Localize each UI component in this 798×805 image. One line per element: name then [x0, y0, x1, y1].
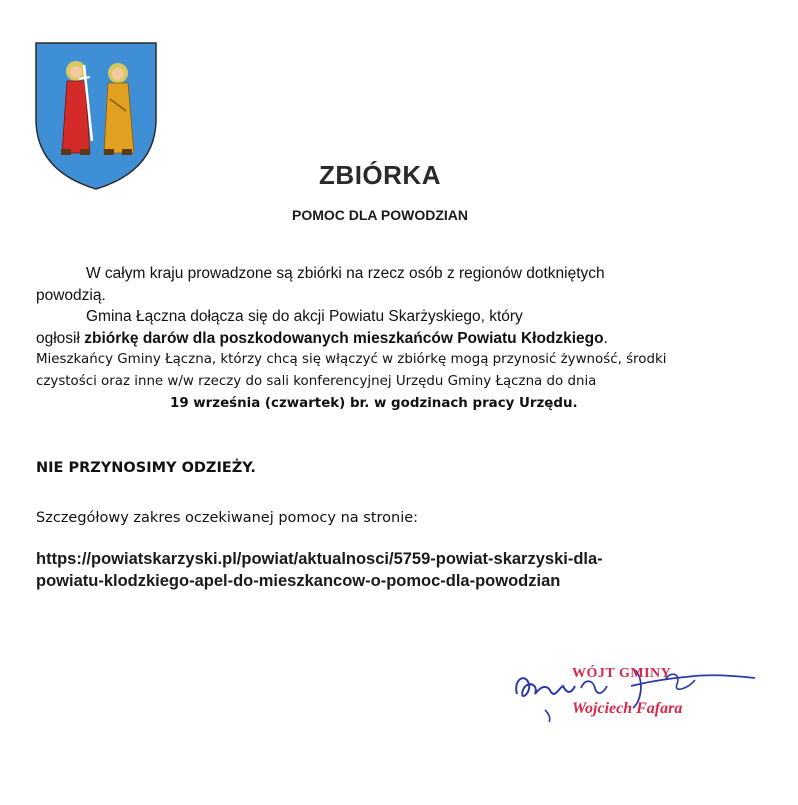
- page-subtitle: POMOC DLA POWODZIAN: [291, 207, 469, 223]
- paragraph-3-line-3: 19 września (czwartek) br. w godzinach pracy Urzędu.: [170, 396, 578, 411]
- paragraph-2-suffix: .: [603, 330, 608, 347]
- paragraph-1-line-1: W całym kraju prowadzone są zbiórki na rzecz osób z regionów dotkniętych: [86, 265, 605, 282]
- notice-text: NIE PRZYNOSIMY ODZIEŻY.: [36, 460, 256, 476]
- paragraph-3-line-2: czystości oraz inne w/w rzeczy do sali konferencyjnej Urzędu Gminy Łączna do dnia: [36, 374, 597, 389]
- handwritten-signature-icon: [505, 650, 765, 730]
- page-title: ZBIÓRKA: [319, 160, 441, 190]
- paragraph-2-line-2: [36, 330, 608, 348]
- paragraph-2-bold: zbiórkę darów dla poszkodowanych mieszkańców Powiatu Kłodzkiego: [84, 330, 604, 347]
- paragraph-1-line-2: powodzią.: [36, 287, 106, 304]
- details-label: Szczegółowy zakres oczekiwanej pomocy na stronie:: [36, 510, 419, 526]
- help-link-line-1[interactable]: https://powiatskarzyski.pl/powiat/aktualnosci/5759-powiat-skarzyski-dla-: [36, 550, 603, 568]
- paragraph-2-line-1: Gmina Łączna dołącza się do akcji Powiatu Skarżyskiego, który: [86, 308, 523, 325]
- help-link-line-2[interactable]: powiatu-klodzkiego-apel-do-mieszkancow-o-pomoc-dla-powodzian: [36, 572, 561, 590]
- signature-title: WÓJT GMINY: [572, 666, 672, 681]
- paragraph-2-prefix: ogłosił: [36, 330, 80, 347]
- help-link[interactable]: [36, 548, 736, 592]
- signature-name: Wojciech Fafara: [572, 700, 683, 717]
- paragraph-3-line-1: Mieszkańcy Gminy Łączna, którzy chcą się włączyć w zbiórkę mogą przynosić żywność, środki: [36, 352, 667, 367]
